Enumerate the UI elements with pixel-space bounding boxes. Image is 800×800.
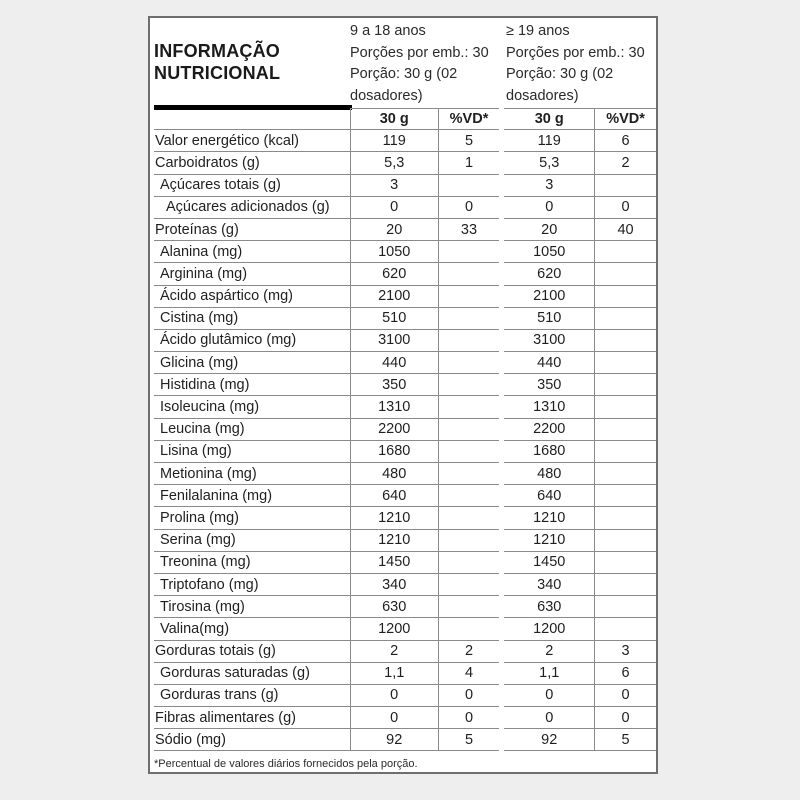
title-line-2: NUTRICIONAL: [154, 63, 281, 83]
amount-9-18: 480: [350, 463, 438, 485]
amount-19-plus: 630: [504, 596, 594, 618]
table-row: [154, 729, 656, 751]
amount-19-plus: 1210: [504, 507, 594, 529]
vd-9-18: [438, 352, 500, 374]
amount-19-plus: 1310: [504, 396, 594, 418]
amount-19-plus: 0: [504, 707, 594, 729]
vd-9-18: [438, 263, 500, 285]
amount-19-plus: 1450: [504, 552, 594, 574]
table-row: [154, 308, 656, 330]
amount-19-plus: 1680: [504, 441, 594, 463]
nutrient-label: Arginina (mg): [154, 263, 350, 285]
group-portion: Porção: 30 g (02: [506, 66, 614, 82]
amount-9-18: 1050: [350, 241, 438, 263]
nutrition-table: [154, 108, 656, 751]
amount-19-plus: 510: [504, 308, 594, 330]
vd-19-plus: [594, 530, 656, 552]
vd-19-plus: 2: [594, 152, 656, 174]
nutrient-label: Treonina (mg): [154, 552, 350, 574]
nutrition-facts-panel: [148, 16, 658, 774]
amount-9-18: 1,1: [350, 663, 438, 685]
amount-9-18: 1680: [350, 441, 438, 463]
vd-19-plus: [594, 396, 656, 418]
nutrient-label: Tirosina (mg): [154, 596, 350, 618]
amount-9-18: 3100: [350, 330, 438, 352]
amount-19-plus: 1050: [504, 241, 594, 263]
amount-9-18: 92: [350, 729, 438, 751]
amount-19-plus: 340: [504, 574, 594, 596]
nutrient-label: Histidina (mg): [154, 374, 350, 396]
nutrient-label: Valina(mg): [154, 618, 350, 640]
group-header-9-18: [350, 21, 510, 107]
amount-19-plus: 2: [504, 641, 594, 663]
vd-9-18: 33: [438, 219, 500, 241]
amount-9-18: 1210: [350, 530, 438, 552]
amount-19-plus: 92: [504, 729, 594, 751]
vd-9-18: [438, 485, 500, 507]
nutrient-label: Prolina (mg): [154, 507, 350, 529]
table-row: [154, 241, 656, 263]
amount-9-18: 0: [350, 685, 438, 707]
nutrient-label: Leucina (mg): [154, 419, 350, 441]
nutrient-label: Cistina (mg): [154, 308, 350, 330]
amount-19-plus: 0: [504, 685, 594, 707]
vd-19-plus: [594, 574, 656, 596]
vd-9-18: [438, 374, 500, 396]
amount-19-plus: 640: [504, 485, 594, 507]
amount-19-plus: 119: [504, 130, 594, 152]
amount-9-18: 0: [350, 197, 438, 219]
vd-9-18: 5: [438, 729, 500, 751]
amount-9-18: 340: [350, 574, 438, 596]
vd-9-18: [438, 552, 500, 574]
table-row: [154, 574, 656, 596]
vd-9-18: 5: [438, 130, 500, 152]
amount-9-18: 2200: [350, 419, 438, 441]
table-row: [154, 663, 656, 685]
nutrient-label: Gorduras trans (g): [154, 685, 350, 707]
vd-9-18: 2: [438, 641, 500, 663]
amount-9-18: 119: [350, 130, 438, 152]
vd-19-plus: 0: [594, 197, 656, 219]
nutrition-title: [154, 40, 280, 84]
vd-9-18: 0: [438, 685, 500, 707]
nutrient-label: Lisina (mg): [154, 441, 350, 463]
group-servings: Porções por emb.: 30: [506, 44, 645, 61]
nutrient-label: Fibras alimentares (g): [154, 707, 350, 729]
vd-9-18: [438, 574, 500, 596]
vd-19-plus: [594, 463, 656, 485]
vd-19-plus: [594, 552, 656, 574]
amount-9-18: 1450: [350, 552, 438, 574]
vd-9-18: 4: [438, 663, 500, 685]
nutrient-label: Metionina (mg): [154, 463, 350, 485]
vd-9-18: [438, 396, 500, 418]
vd-19-plus: [594, 374, 656, 396]
amount-9-18: 1200: [350, 618, 438, 640]
vd-19-plus: 0: [594, 707, 656, 729]
table-row: [154, 441, 656, 463]
table-row: [154, 130, 656, 152]
nutrient-label: Isoleucina (mg): [154, 396, 350, 418]
vd-19-plus: [594, 352, 656, 374]
footnote: *Percentual de valores diários fornecidos pela porção.: [154, 758, 418, 770]
amount-9-18: 640: [350, 485, 438, 507]
nutrient-label: Açúcares adicionados (g): [154, 197, 350, 219]
vd-19-plus: 0: [594, 685, 656, 707]
nutrient-label: Gorduras saturadas (g): [154, 663, 350, 685]
group-header-19-plus: [506, 21, 666, 107]
nutrient-label: Ácido glutâmico (mg): [154, 330, 350, 352]
nutrient-label: Açúcares totais (g): [154, 175, 350, 197]
nutrient-label: Fenilalanina (mg): [154, 485, 350, 507]
table-row: [154, 507, 656, 529]
vd-9-18: [438, 286, 500, 308]
table-row: [154, 396, 656, 418]
vd-9-18: [438, 618, 500, 640]
vd-9-18: [438, 419, 500, 441]
amount-9-18: 2: [350, 641, 438, 663]
amount-9-18: 5,3: [350, 152, 438, 174]
amount-19-plus: 350: [504, 374, 594, 396]
nutrient-label: Serina (mg): [154, 530, 350, 552]
nutrient-label: Proteínas (g): [154, 219, 350, 241]
vd-19-plus: [594, 241, 656, 263]
vd-19-plus: [594, 618, 656, 640]
amount-19-plus: 1200: [504, 618, 594, 640]
header-vd-2: %VD*: [594, 108, 656, 130]
group-portion-cont: dosadores): [506, 87, 579, 104]
table-row: [154, 330, 656, 352]
vd-9-18: [438, 441, 500, 463]
amount-9-18: 2100: [350, 286, 438, 308]
nutrient-label: Carboidratos (g): [154, 152, 350, 174]
header-vd-1: %VD*: [438, 108, 500, 130]
table-row: [154, 219, 656, 241]
amount-9-18: 0: [350, 707, 438, 729]
amount-9-18: 350: [350, 374, 438, 396]
table-row: [154, 552, 656, 574]
vd-19-plus: [594, 441, 656, 463]
vd-19-plus: 40: [594, 219, 656, 241]
vd-19-plus: 5: [594, 729, 656, 751]
amount-9-18: 20: [350, 219, 438, 241]
vd-19-plus: 6: [594, 663, 656, 685]
table-row: [154, 596, 656, 618]
header-amount-2: 30 g: [504, 108, 594, 130]
vd-9-18: [438, 596, 500, 618]
amount-9-18: 510: [350, 308, 438, 330]
nutrient-label: Triptofano (mg): [154, 574, 350, 596]
nutrient-label: Gorduras totais (g): [154, 641, 350, 663]
vd-9-18: 0: [438, 197, 500, 219]
header-amount-1: 30 g: [350, 108, 438, 130]
amount-19-plus: 1,1: [504, 663, 594, 685]
table-row: [154, 641, 656, 663]
column-header-row: [154, 108, 656, 130]
amount-9-18: 1310: [350, 396, 438, 418]
table-row: [154, 530, 656, 552]
amount-9-18: 3: [350, 175, 438, 197]
group-portion: Porção: 30 g (02: [350, 66, 458, 82]
amount-9-18: 440: [350, 352, 438, 374]
vd-19-plus: [594, 286, 656, 308]
vd-19-plus: [594, 596, 656, 618]
amount-19-plus: 20: [504, 219, 594, 241]
group-age: ≥ 19 anos: [506, 23, 570, 39]
vd-9-18: 1: [438, 152, 500, 174]
nutrient-label: Ácido aspártico (mg): [154, 286, 350, 308]
table-row: [154, 685, 656, 707]
vd-19-plus: [594, 308, 656, 330]
table-row: [154, 618, 656, 640]
table-row: [154, 286, 656, 308]
table-row: [154, 707, 656, 729]
table-row: [154, 463, 656, 485]
vd-19-plus: [594, 263, 656, 285]
table-row: [154, 175, 656, 197]
amount-19-plus: 2200: [504, 419, 594, 441]
vd-19-plus: 6: [594, 130, 656, 152]
vd-9-18: [438, 241, 500, 263]
amount-19-plus: 5,3: [504, 152, 594, 174]
amount-9-18: 620: [350, 263, 438, 285]
nutrient-label: Alanina (mg): [154, 241, 350, 263]
table-row: [154, 419, 656, 441]
vd-9-18: [438, 175, 500, 197]
vd-19-plus: 3: [594, 641, 656, 663]
vd-19-plus: [594, 330, 656, 352]
table-row: [154, 263, 656, 285]
group-servings: Porções por emb.: 30: [350, 44, 489, 61]
table-row: [154, 352, 656, 374]
header-blank: [154, 108, 350, 130]
table-row: [154, 485, 656, 507]
vd-19-plus: [594, 419, 656, 441]
group-portion-cont: dosadores): [350, 87, 423, 104]
amount-19-plus: 620: [504, 263, 594, 285]
table-row: [154, 197, 656, 219]
amount-19-plus: 1210: [504, 530, 594, 552]
vd-9-18: [438, 507, 500, 529]
amount-19-plus: 3: [504, 175, 594, 197]
vd-19-plus: [594, 175, 656, 197]
nutrient-label: Valor energético (kcal): [154, 130, 350, 152]
amount-19-plus: 480: [504, 463, 594, 485]
vd-9-18: [438, 330, 500, 352]
amount-19-plus: 3100: [504, 330, 594, 352]
amount-9-18: 630: [350, 596, 438, 618]
table-row: [154, 374, 656, 396]
nutrient-label: Glicina (mg): [154, 352, 350, 374]
table-row: [154, 152, 656, 174]
vd-19-plus: [594, 507, 656, 529]
nutrient-label: Sódio (mg): [154, 729, 350, 751]
amount-9-18: 1210: [350, 507, 438, 529]
vd-9-18: [438, 308, 500, 330]
amount-19-plus: 440: [504, 352, 594, 374]
vd-9-18: [438, 530, 500, 552]
vd-19-plus: [594, 485, 656, 507]
amount-19-plus: 2100: [504, 286, 594, 308]
group-age: 9 a 18 anos: [350, 23, 426, 39]
amount-19-plus: 0: [504, 197, 594, 219]
vd-9-18: 0: [438, 707, 500, 729]
title-line-1: INFORMAÇÃO: [154, 41, 280, 61]
vd-9-18: [438, 463, 500, 485]
